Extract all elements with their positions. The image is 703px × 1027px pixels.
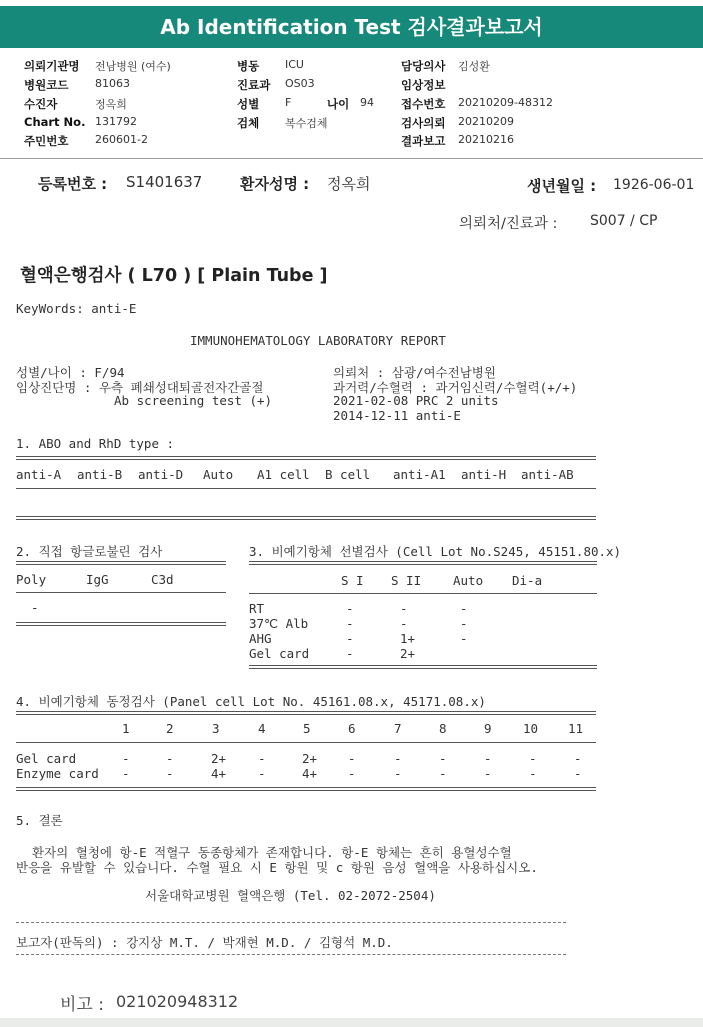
- panel-col: 11: [568, 721, 584, 736]
- screening-col: S II: [391, 573, 422, 588]
- dat-col: IgG: [86, 572, 109, 587]
- panel-mid-rule: [16, 742, 596, 743]
- screening-top-rule: [249, 561, 597, 565]
- screening-cell: 1+: [400, 631, 416, 646]
- bottom-strip: [0, 1018, 703, 1027]
- screening-cell: 2+: [400, 646, 416, 661]
- panel-cell: -: [166, 766, 174, 781]
- panel-cell: -: [574, 751, 582, 766]
- dat-col: Poly: [16, 572, 47, 587]
- accession-label: 접수번호: [401, 97, 446, 111]
- panel-cell: -: [529, 751, 537, 766]
- screening-cell: -: [346, 646, 354, 661]
- panel-cell: -: [258, 751, 266, 766]
- history-line-2: 2014-12-11 anti-E: [333, 408, 461, 423]
- screening-heading: 3. 비예기항체 선별검사 (Cell Lot No.S245, 45151.80.x): [249, 544, 622, 559]
- resident-label: 주민번호: [24, 134, 69, 148]
- panel-col: 7: [394, 721, 402, 736]
- conclusion-heading: 5. 결론: [16, 813, 63, 828]
- panel-cell: -: [258, 766, 266, 781]
- panel-cell: -: [348, 766, 356, 781]
- code-label: 병원코드: [24, 78, 69, 92]
- ward-label: 병동: [237, 59, 260, 73]
- report-date-label: 결과보고: [401, 134, 446, 148]
- panel-cell: -: [122, 766, 130, 781]
- panel-cell: -: [348, 751, 356, 766]
- dat-heading: 2. 직접 항글로불린 검사: [16, 544, 163, 559]
- abo-bottom-rule: [16, 516, 596, 520]
- panel-cell: -: [439, 751, 447, 766]
- keywords: KeyWords: anti-E: [16, 301, 137, 316]
- reg-label: 등록번호 :: [38, 175, 108, 193]
- reg-value: S1401637: [126, 173, 203, 191]
- recipient-value: 정옥희: [95, 98, 127, 111]
- panel-cell: -: [439, 766, 447, 781]
- age-label: 나이: [327, 97, 350, 111]
- code-value: 81063: [95, 77, 130, 90]
- abo-top-rule: [16, 456, 596, 460]
- clinical-label: 임상정보: [401, 78, 446, 92]
- panel-heading: 4. 비예기항체 동정검사 (Panel cell Lot No. 45161.08.x, 45171.08.x): [16, 694, 486, 709]
- screening-cell: -: [460, 601, 468, 616]
- screening-note: Ab screening test (+): [114, 393, 273, 408]
- panel-col: 1: [122, 721, 130, 736]
- specimen-value: 복수검체: [285, 117, 328, 130]
- sex-age-line: 성별/나이 : F/94: [16, 365, 125, 380]
- screening-col: Di-a: [512, 573, 543, 588]
- screening-cell: -: [460, 616, 468, 631]
- request-value: 20210209: [458, 115, 514, 128]
- panel-col: 5: [303, 721, 311, 736]
- specimen-label: 검체: [237, 116, 260, 130]
- screening-row-label: Gel card: [249, 646, 310, 661]
- panel-bottom-rule: [16, 787, 596, 791]
- history-label: 과거력/수혈력 : 과거임신력/수혈력(+/+): [333, 380, 578, 395]
- abo-col: anti-H: [461, 467, 507, 482]
- conclusion-line-2: 반응을 유발할 수 있습니다. 수혈 필요 시 E 항원 및 c 항원 음성 혈액을 사용하십시오.: [16, 860, 538, 875]
- dept-label: 진료과: [237, 78, 271, 92]
- panel-cell: -: [166, 751, 174, 766]
- abo-col: anti-B: [77, 467, 123, 482]
- abo-col: anti-A1: [393, 467, 446, 482]
- referral-line: 의뢰처 : 삼광/여수전남병원: [333, 365, 496, 380]
- panel-col: 3: [212, 721, 220, 736]
- screening-cell: -: [346, 631, 354, 646]
- screening-row-label: AHG: [249, 631, 272, 646]
- hospital-label: 의뢰기관명: [24, 59, 80, 73]
- history-line-1: 2021-02-08 PRC 2 units: [333, 393, 499, 408]
- panel-cell: -: [394, 751, 402, 766]
- panel-cell: -: [394, 766, 402, 781]
- panel-cell: -: [484, 751, 492, 766]
- screening-cell: -: [460, 631, 468, 646]
- panel-col: 9: [484, 721, 492, 736]
- panel-cell: 4+: [211, 766, 227, 781]
- chart-label: Chart No.: [24, 115, 86, 129]
- age-value: 94: [360, 96, 374, 109]
- dat-value: -: [31, 600, 39, 615]
- screening-col: S I: [341, 573, 364, 588]
- abo-col: anti-AB: [521, 467, 574, 482]
- accession-value: 20210209-48312: [458, 96, 553, 109]
- panel-col: 8: [439, 721, 447, 736]
- panel-row-label: Enzyme card: [16, 766, 99, 781]
- screening-col: Auto: [453, 573, 484, 588]
- reporters-line: 보고자(판독의) : 강지상 M.T. / 박재현 M.D. / 김형석 M.D.: [16, 935, 393, 950]
- remarks-label: 비고 :: [60, 995, 104, 1015]
- sex-label: 성별: [237, 97, 260, 111]
- reporter-bottom-rule: [16, 954, 566, 955]
- abo-col: anti-A: [16, 467, 62, 482]
- sex-value: F: [285, 96, 292, 109]
- dat-top-rule: [16, 561, 226, 565]
- recipient-label: 수진자: [24, 97, 58, 111]
- screening-cell: -: [400, 616, 408, 631]
- hospital-value: 전남병원 (여수): [95, 60, 171, 73]
- resident-value: 260601-2: [95, 133, 148, 146]
- screening-row-label: RT: [249, 601, 265, 616]
- panel-cell: -: [529, 766, 537, 781]
- abo-col: A1 cell: [257, 467, 310, 482]
- request-label: 검사의뢰: [401, 116, 446, 130]
- dat-mid-rule: [16, 592, 226, 593]
- referral-label: 의뢰처/진료과 :: [459, 216, 558, 232]
- screening-bottom-rule: [249, 665, 597, 669]
- conclusion-line-1: 환자의 혈청에 항-E 적혈구 동종항체가 존재합니다. 항-E 항체는 흔히 용혈성수혈: [32, 845, 512, 860]
- dob-label: 생년월일 :: [527, 177, 597, 195]
- panel-cell: -: [122, 751, 130, 766]
- screening-row-label: 37℃ Alb: [249, 616, 309, 631]
- dat-col: C3d: [151, 572, 174, 587]
- panel-col: 6: [348, 721, 356, 736]
- panel-top-rule: [16, 711, 596, 715]
- chart-value: 131792: [95, 115, 137, 128]
- panel-cell: -: [484, 766, 492, 781]
- dob-value: 1926-06-01: [613, 177, 695, 193]
- patient-name-value: 정옥희: [327, 175, 371, 193]
- dept-value: OS03: [285, 77, 315, 90]
- institution-line: 서울대학교병원 혈액은행 (Tel. 02-2072-2504): [145, 888, 436, 903]
- diagnosis-line: 임상진단명 : 우측 폐쇄성대퇴골전자간골절: [16, 380, 264, 395]
- report-date-value: 20210216: [458, 133, 514, 146]
- panel-cell: -: [574, 766, 582, 781]
- patient-name-label: 환자성명 :: [240, 175, 310, 193]
- doctor-label: 담당의사: [401, 59, 446, 73]
- panel-row-label: Gel card: [16, 751, 77, 766]
- referral-value: S007 / CP: [590, 213, 658, 229]
- section-title: 혈액은행검사 ( L70 ) [ Plain Tube ]: [20, 266, 328, 286]
- screening-cell: -: [346, 616, 354, 631]
- doctor-value: 김성환: [458, 60, 490, 73]
- abo-col: Auto: [203, 467, 234, 482]
- panel-cell: 4+: [302, 766, 318, 781]
- dat-bottom-rule: [16, 622, 226, 626]
- abo-mid-rule: [16, 488, 596, 489]
- lab-title: IMMUNOHEMATOLOGY LABORATORY REPORT: [190, 333, 446, 348]
- screening-cell: -: [346, 601, 354, 616]
- panel-cell: 2+: [211, 751, 227, 766]
- abo-heading: 1. ABO and RhD type :: [16, 436, 175, 451]
- panel-col: 4: [258, 721, 266, 736]
- screening-cell: -: [400, 601, 408, 616]
- reporter-top-rule: [16, 922, 566, 923]
- remarks-value: 021020948312: [116, 992, 239, 1011]
- abo-col: anti-D: [138, 467, 184, 482]
- panel-cell: 2+: [302, 751, 318, 766]
- header-divider: [0, 158, 703, 159]
- panel-col: 10: [523, 721, 539, 736]
- panel-col: 2: [166, 721, 174, 736]
- abo-col: B cell: [325, 467, 371, 482]
- report-title: Ab Identification Test 검사결과보고서: [0, 6, 703, 48]
- screening-mid-rule: [249, 593, 597, 594]
- ward-value: ICU: [285, 58, 304, 71]
